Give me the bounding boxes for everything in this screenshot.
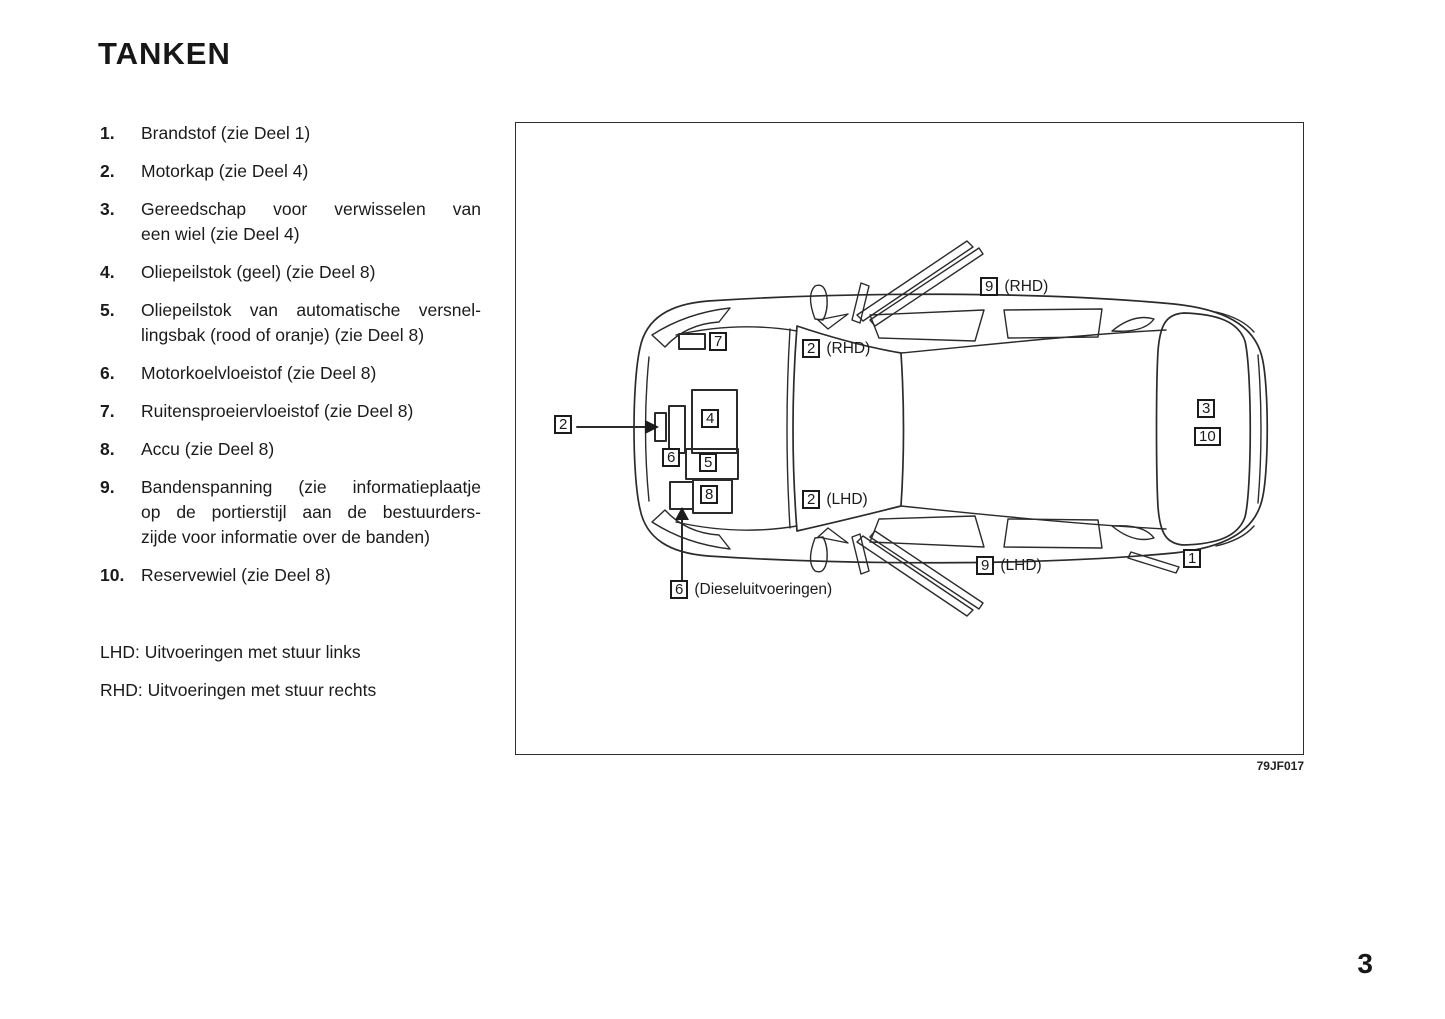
callout-box: 3 — [1197, 399, 1215, 418]
list-item-text: Motorkap (zie Deel 4) — [141, 161, 309, 181]
list-item-number: 6. — [100, 363, 115, 383]
arrowhead-right — [645, 420, 659, 434]
callout-box: 10 — [1194, 427, 1221, 446]
callout-suffix: (RHD) — [826, 339, 871, 357]
list-item-number: 9. — [100, 477, 115, 497]
car-diagram-figure — [515, 122, 1304, 755]
callout-box: 9 — [980, 277, 998, 296]
callout-box: 5 — [699, 453, 717, 472]
list-item-number: 2. — [100, 161, 115, 181]
page-number: 3 — [1357, 948, 1373, 979]
callout-box: 2 — [554, 415, 572, 434]
list-item-text: Oliepeilstok van automatische versnel- — [141, 300, 481, 320]
page-title: TANKEN — [98, 36, 231, 71]
list-item — [100, 563, 484, 588]
list-item-text: Brandstof (zie Deel 1) — [141, 123, 311, 143]
callout-hood-lhd — [802, 490, 868, 509]
list-item — [100, 121, 484, 146]
callout-atf-dipstick — [699, 453, 717, 472]
note-rhd: RHD: Uitvoeringen met stuur rechts — [100, 680, 377, 700]
callout-suffix: (LHD) — [826, 490, 868, 508]
list-item — [100, 475, 484, 550]
callout-spare-wheel — [1194, 427, 1221, 446]
list-item-text: Gereedschap voor verwisselen van — [141, 199, 481, 219]
callout-coolant-diesel — [670, 580, 832, 599]
list-item-text: op de portierstijl aan de bestuurders- — [141, 502, 481, 522]
list-item-number: 1. — [100, 123, 115, 143]
list-item-text: een wiel (zie Deel 4) — [141, 224, 300, 244]
list-item-text: lingsbak (rood of oranje) (zie Deel 8) — [141, 325, 425, 345]
list-item-text: Accu (zie Deel 8) — [141, 439, 275, 459]
list-item — [100, 159, 484, 184]
callout-coolant — [662, 448, 680, 467]
list-item-text: Oliepeilstok (geel) (zie Deel 8) — [141, 262, 376, 282]
callout-suffix: (LHD) — [1000, 556, 1042, 574]
callout-hood-rhd — [802, 339, 870, 358]
list-item-number: 4. — [100, 262, 115, 282]
callout-suffix: (RHD) — [1004, 277, 1049, 295]
callout-engine-oil — [701, 409, 719, 428]
callout-box: 6 — [670, 580, 688, 599]
list-item-number: 8. — [100, 439, 115, 459]
callout-hood — [554, 415, 572, 434]
list-item — [100, 399, 484, 424]
legend-list — [100, 121, 484, 601]
figure-code: 79JF017 — [1256, 759, 1304, 773]
callout-box: 1 — [1183, 549, 1201, 568]
callout-box: 4 — [701, 409, 719, 428]
callout-box: 2 — [802, 339, 820, 358]
list-item — [100, 298, 484, 348]
callout-tire-pressure-rhd — [980, 277, 1048, 296]
callout-battery — [700, 485, 718, 504]
steering-notes — [100, 640, 376, 716]
list-item-text: zijde voor informatie over de banden) — [141, 527, 430, 547]
list-item-number: 5. — [100, 300, 115, 320]
callout-washer-fluid — [709, 332, 727, 351]
list-item — [100, 361, 484, 386]
callout-fuel — [1183, 549, 1201, 568]
callout-tire-pressure-lhd — [976, 556, 1042, 575]
list-item-text: Ruitensproeiervloeistof (zie Deel 8) — [141, 401, 414, 421]
list-item-number: 10. — [100, 565, 125, 585]
callout-suffix: (Dieseluitvoeringen) — [694, 580, 833, 598]
callout-box: 9 — [976, 556, 994, 575]
list-item — [100, 260, 484, 285]
list-item-text: Motorkoelvloeistof (zie Deel 8) — [141, 363, 377, 383]
callout-box: 7 — [709, 332, 727, 351]
callout-box: 8 — [700, 485, 718, 504]
note-lhd: LHD: Uitvoeringen met stuur links — [100, 642, 361, 662]
list-item-text: Bandenspanning (zie informatieplaatje — [141, 477, 481, 497]
callout-box: 2 — [802, 490, 820, 509]
callout-box: 6 — [662, 448, 680, 467]
list-item-number: 7. — [100, 401, 115, 421]
list-item-number: 3. — [100, 199, 115, 219]
list-item — [100, 197, 484, 247]
car-top-view-diagram — [516, 123, 1305, 756]
list-item-text: Reservewiel (zie Deel 8) — [141, 565, 331, 585]
callout-wheel-tools — [1197, 399, 1215, 418]
list-item — [100, 437, 484, 462]
